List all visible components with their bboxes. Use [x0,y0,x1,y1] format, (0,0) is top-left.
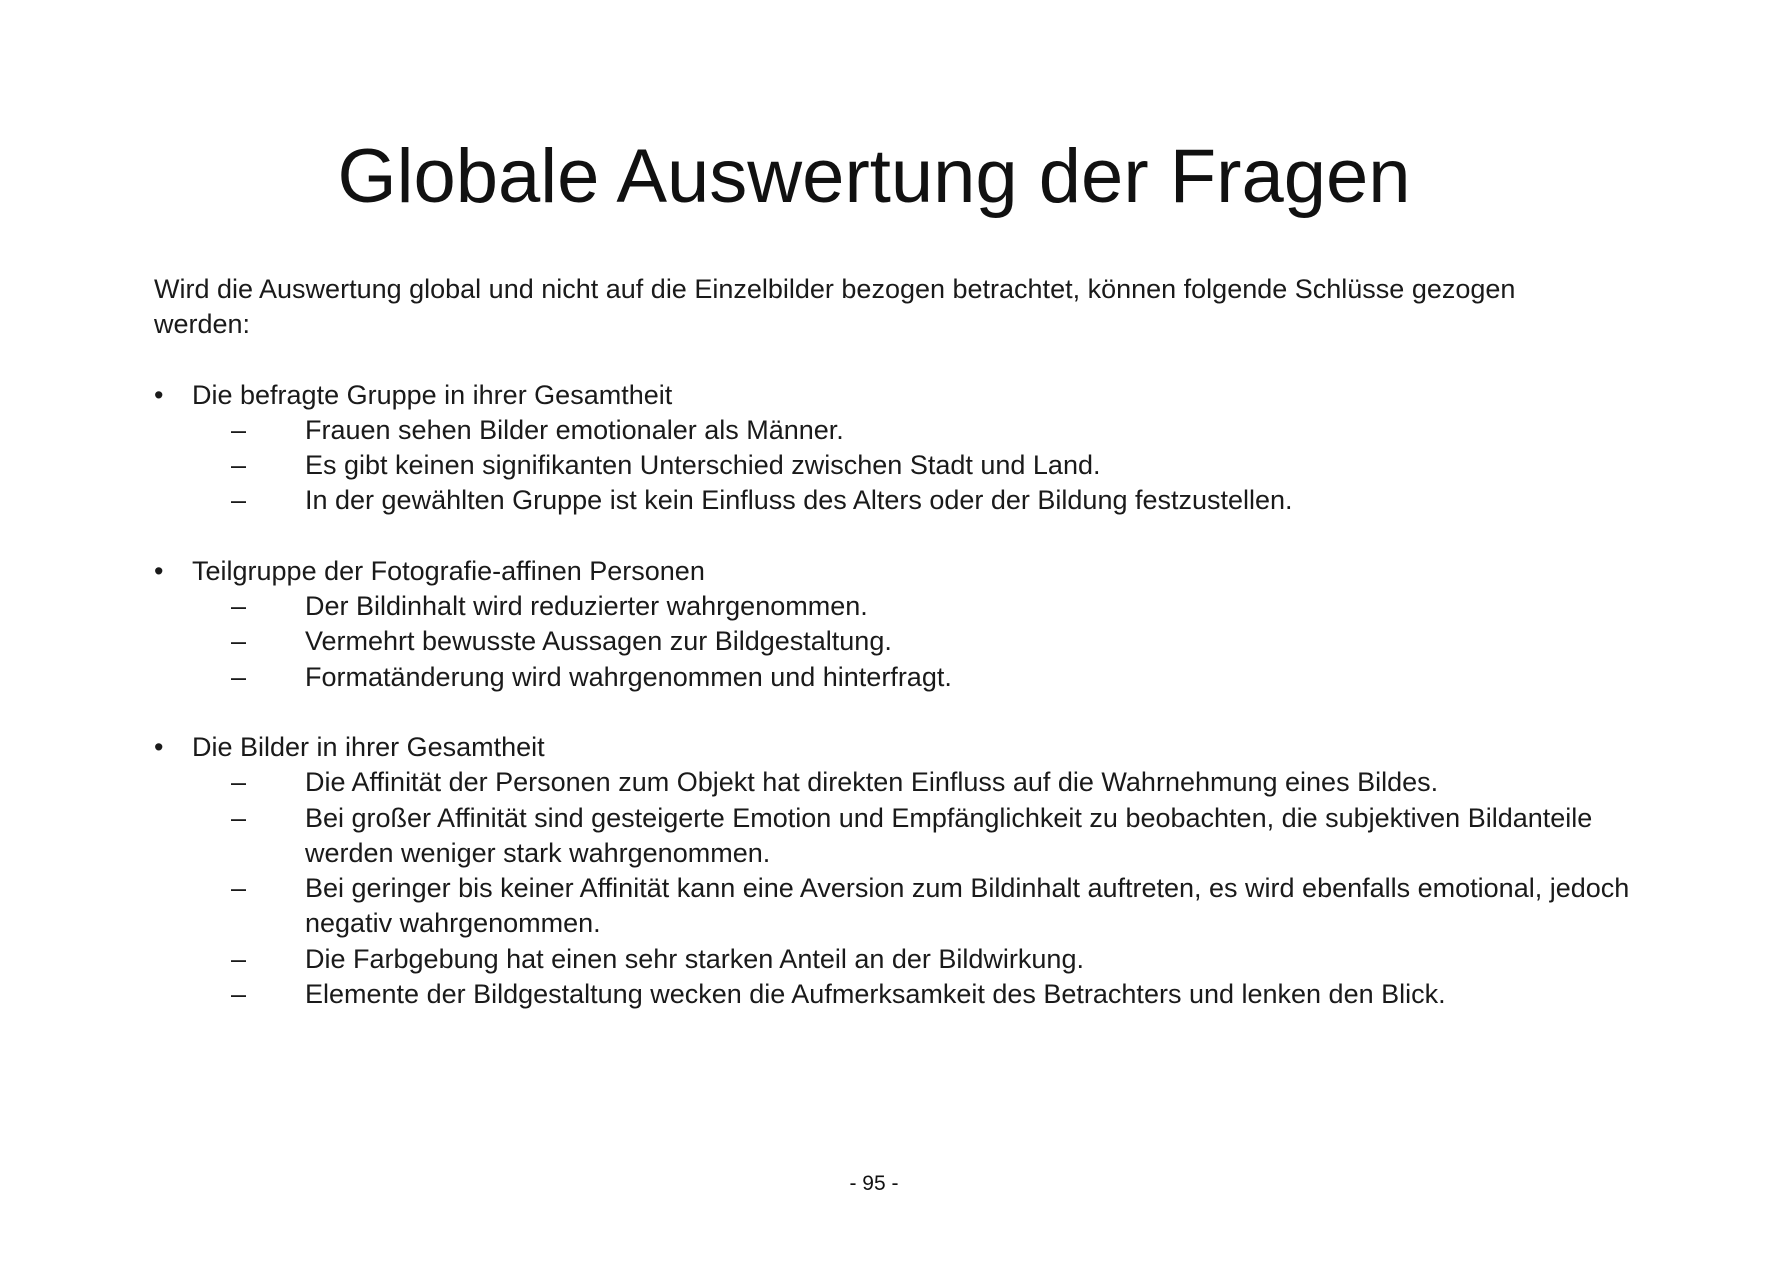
sub-list [154,413,1654,519]
dash-icon: – [231,661,247,692]
page-number: - 95 - [849,1172,899,1195]
sub-list-item [154,871,1634,942]
bullet-icon: • [154,731,164,762]
sub-item-text: Die Affinität der Personen zum Objekt hat direkten Einfluss auf die Wahrnehmung eines Bildes. [305,767,1439,798]
section-images-overall [154,730,1654,1012]
bullet-heading: Die befragte Gruppe in ihrer Gesamtheit [192,379,673,410]
bullet-item [154,554,1654,589]
dash-icon: – [231,767,247,798]
sub-item-text: Es gibt keinen signifikanten Unterschied zwischen Stadt und Land. [305,450,1101,481]
bullet-icon: • [154,379,164,410]
page-title: Globale Auswertung der Fragen [337,133,1411,219]
bullet-icon: • [154,555,164,586]
dash-icon: – [231,802,247,833]
sub-item-text: Der Bildinhalt wird reduzierter wahrgenommen. [305,591,868,622]
sub-list-item [154,448,1634,483]
section-photo-affine [154,554,1654,695]
sub-list-item [154,977,1634,1012]
dash-icon: – [231,873,247,904]
dash-icon: – [231,485,247,516]
sub-list-item [154,801,1634,872]
sub-item-text: Bei geringer bis keiner Affinität kann eine Aversion zum Bildinhalt auftreten, es wird ebenfalls emotional, jedoch negativ wahrgenommen. [305,873,1630,939]
sub-list [154,765,1654,1012]
sub-list-item [154,660,1634,695]
intro-paragraph: Wird die Auswertung global und nicht auf die Einzelbilder bezogen betrachtet, können folgende Schlüsse gezogen werden: [154,274,1516,340]
sub-item-text: Frauen sehen Bilder emotionaler als Männer. [305,414,844,445]
sub-list-item [154,413,1634,448]
bullet-item [154,730,1654,765]
bullet-heading: Die Bilder in ihrer Gesamtheit [192,731,545,762]
sub-list-item [154,589,1634,624]
dash-icon: – [231,591,247,622]
sub-item-text: Formatänderung wird wahrgenommen und hinterfragt. [305,661,952,692]
sub-list [154,589,1654,695]
dash-icon: – [231,414,247,445]
sub-item-text: In der gewählten Gruppe ist kein Einfluss des Alters oder der Bildung festzustellen. [305,485,1293,516]
page-content [154,272,1654,1047]
sub-item-text: Die Farbgebung hat einen sehr starken Anteil an der Bildwirkung. [305,943,1084,974]
sub-list-item [154,483,1634,518]
bullet-item [154,378,1654,413]
sub-item-text: Elemente der Bildgestaltung wecken die Aufmerksamkeit des Betrachters und lenken den Blick. [305,979,1446,1010]
dash-icon: – [231,626,247,657]
sub-list-item [154,942,1634,977]
sub-item-text: Bei großer Affinität sind gesteigerte Emotion und Empfänglichkeit zu beobachten, die subjektiven Bildanteile werden weniger stark wahrgenommen. [305,802,1593,868]
dash-icon: – [231,943,247,974]
dash-icon: – [231,979,247,1010]
bullet-heading: Teilgruppe der Fotografie-affinen Personen [192,555,705,586]
sub-item-text: Vermehrt bewusste Aussagen zur Bildgestaltung. [305,626,892,657]
section-group-overall [154,378,1654,519]
dash-icon: – [231,450,247,481]
sub-list-item [154,765,1634,800]
sub-list-item [154,624,1634,659]
